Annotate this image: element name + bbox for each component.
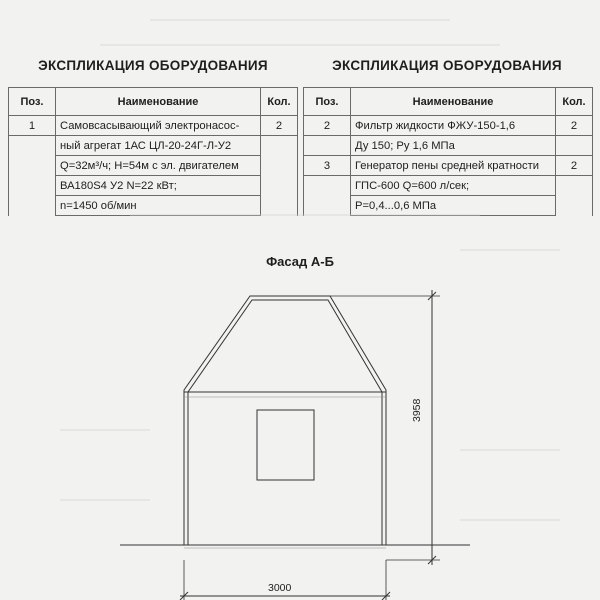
cell-name: Генератор пены средней кратности bbox=[351, 156, 556, 176]
cell-name: ный агрегат 1АС ЦЛ-20-24Г-Л-У2 bbox=[56, 136, 261, 156]
header-name: Наименование bbox=[351, 88, 556, 116]
background-bleed bbox=[60, 20, 560, 520]
left-table-title: ЭКСПЛИКАЦИЯ ОБОРУДОВАНИЯ bbox=[38, 58, 268, 73]
header-qty: Кол. bbox=[556, 88, 593, 116]
header-name: Наименование bbox=[56, 88, 261, 116]
height-dimension-label: 3958 bbox=[411, 398, 423, 422]
cell-pos: 1 bbox=[9, 116, 56, 136]
header-qty: Кол. bbox=[261, 88, 298, 116]
building-inner-outline bbox=[188, 300, 382, 545]
cell-name: ВА180S4 У2 N=22 кВт; bbox=[56, 176, 261, 196]
cell-pos: 2 bbox=[304, 116, 351, 136]
header-pos: Поз. bbox=[304, 88, 351, 116]
cell-name: Ду 150; Ру 1,6 МПа bbox=[351, 136, 556, 156]
header-pos: Поз. bbox=[9, 88, 56, 116]
right-table-title: ЭКСПЛИКАЦИЯ ОБОРУДОВАНИЯ bbox=[332, 58, 562, 73]
cell-qty: 2 bbox=[556, 156, 593, 176]
cell-qty: 2 bbox=[556, 116, 593, 136]
cell-pos: 3 bbox=[304, 156, 351, 176]
facade-window bbox=[257, 410, 314, 480]
facade-title: Фасад А-Б bbox=[266, 254, 334, 269]
cell-name: ГПС-600 Q=600 л/сек; bbox=[351, 176, 556, 196]
cell-name: Самовсасывающий электронасос- bbox=[56, 116, 261, 136]
width-dimension-label: 3000 bbox=[268, 582, 292, 594]
cell-name: Q=32м³/ч; Н=54м с эл. двигателем bbox=[56, 156, 261, 176]
cell-name: Фильтр жидкости ФЖУ-150-1,6 bbox=[351, 116, 556, 136]
cell-qty: 2 bbox=[261, 116, 298, 136]
building-outline bbox=[184, 296, 386, 545]
cell-name: n=1450 об/мин bbox=[56, 196, 261, 216]
cell-name: Р=0,4...0,6 МПа bbox=[351, 196, 556, 216]
